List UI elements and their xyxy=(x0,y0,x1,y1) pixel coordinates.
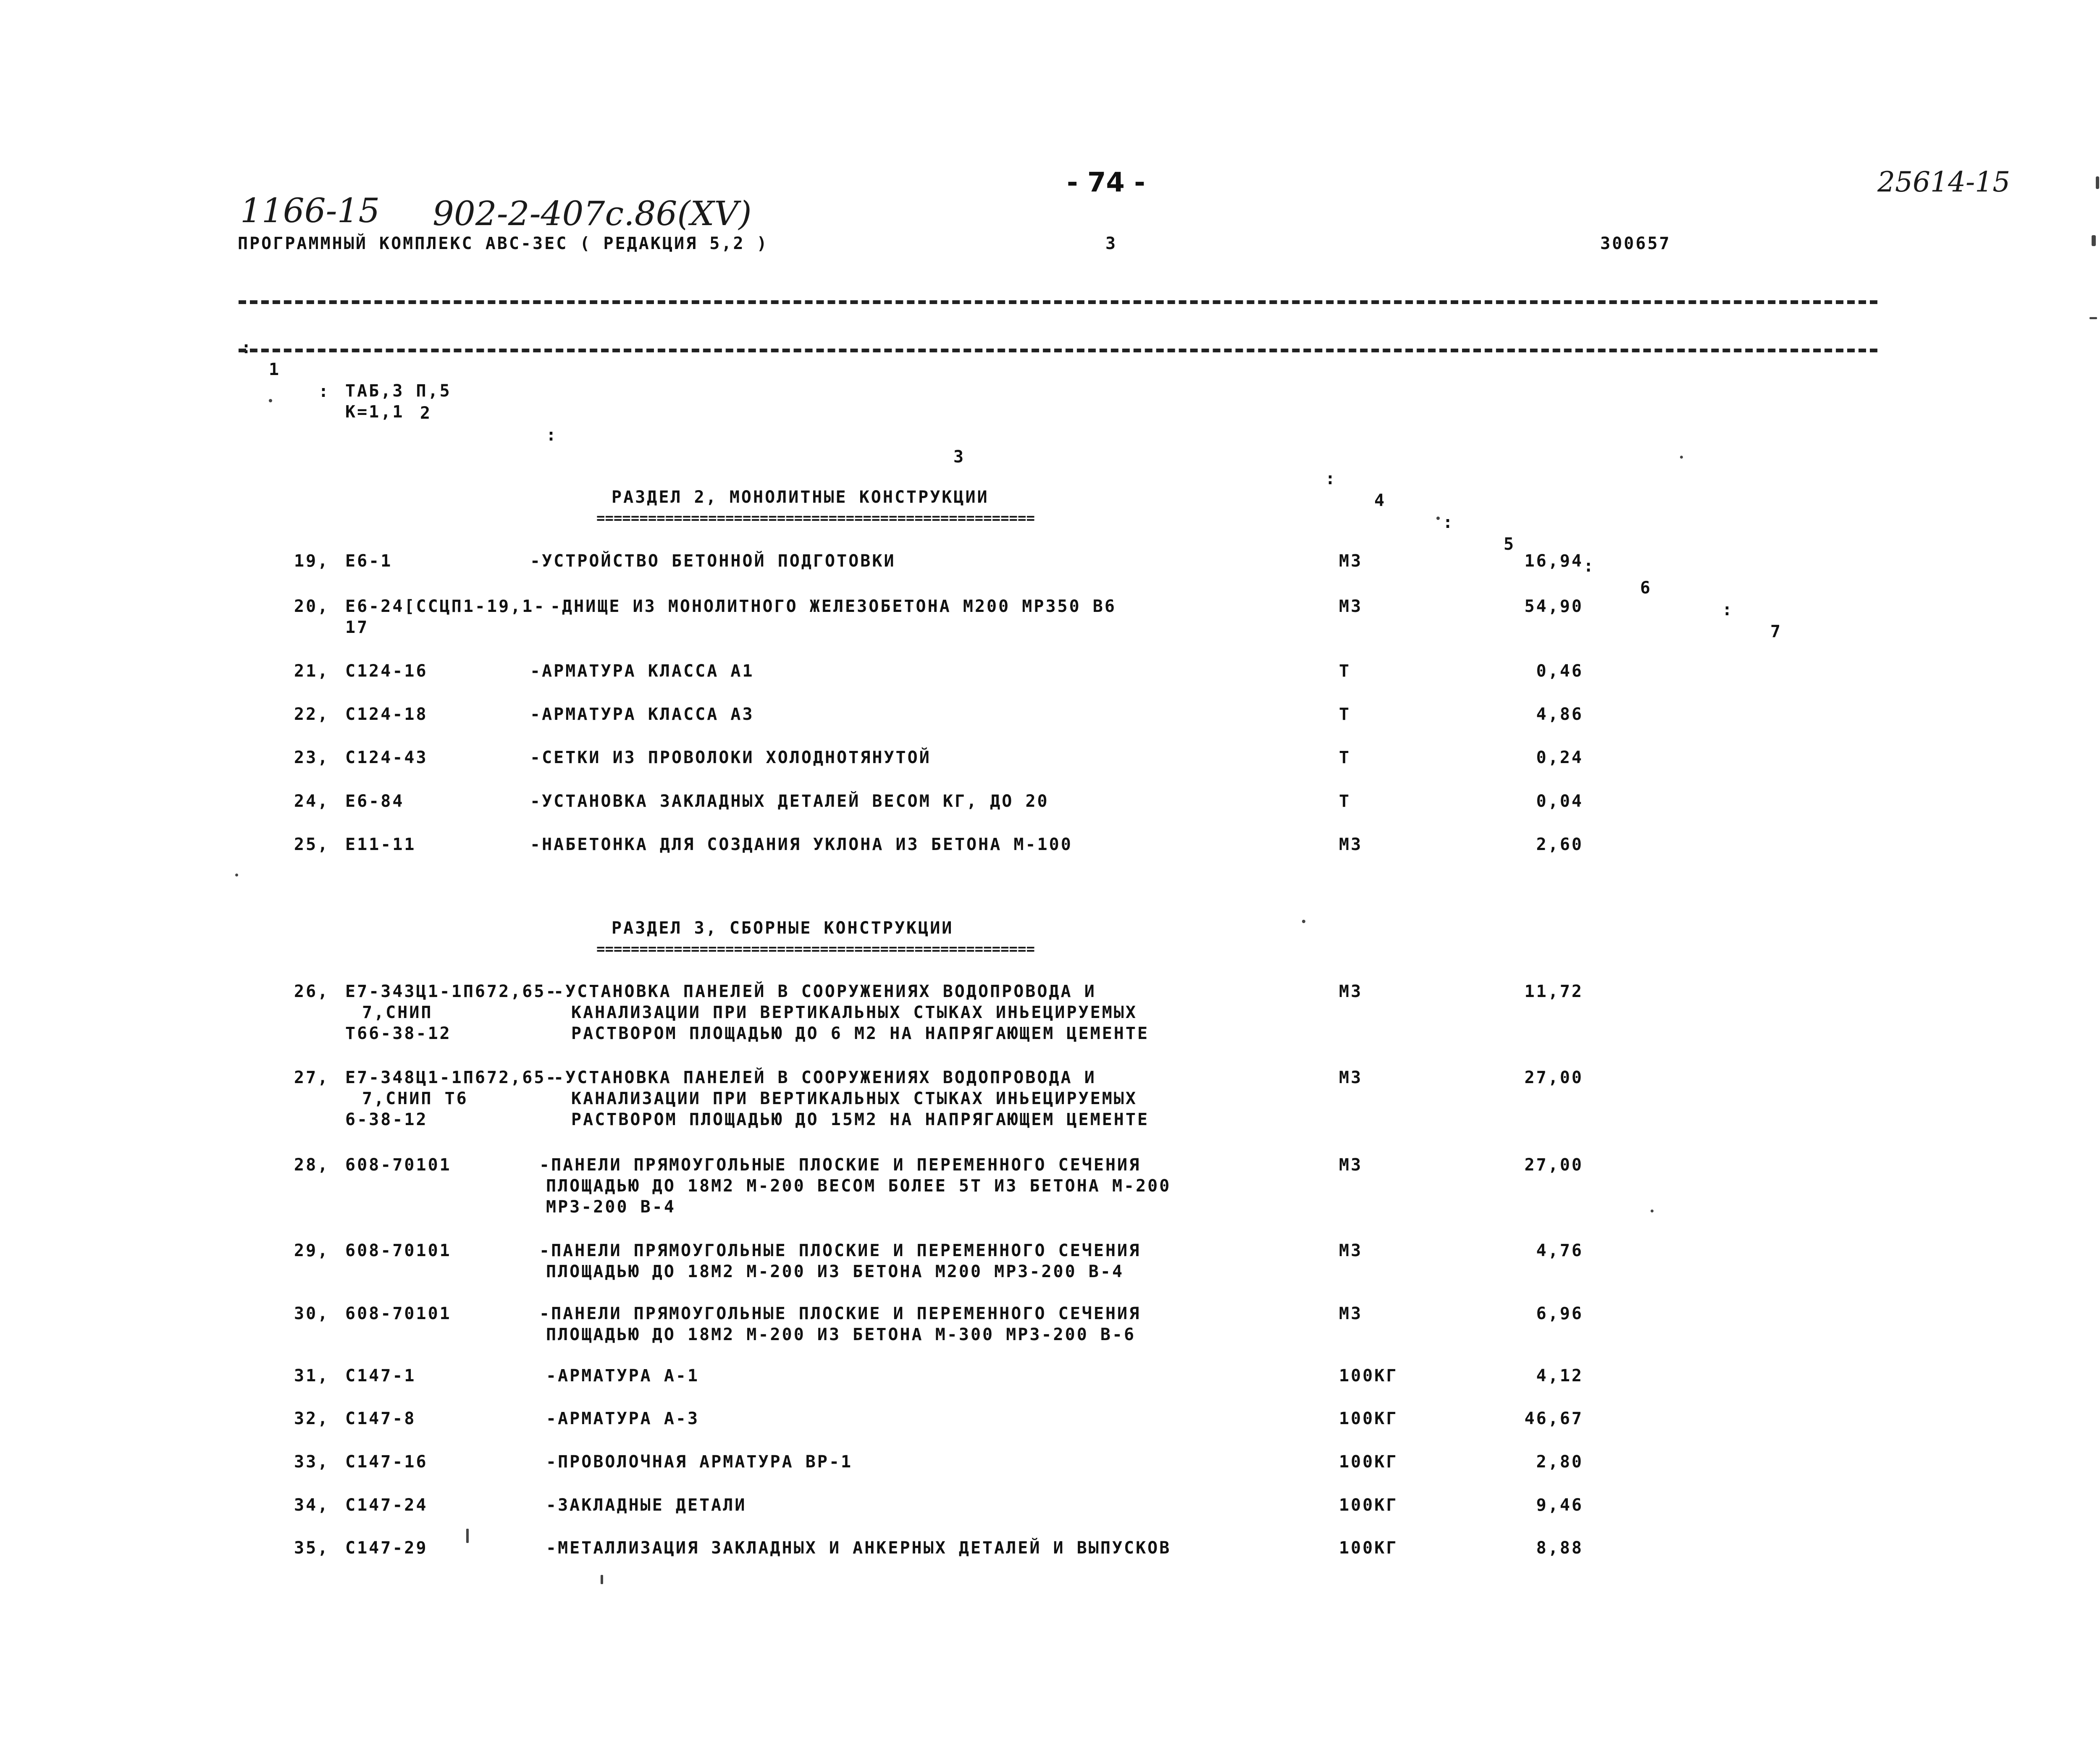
table-row xyxy=(0,1365,2100,1394)
document-number-handwritten: 25614-15 xyxy=(1877,166,2011,198)
table-row xyxy=(0,1154,2100,1225)
row-code: 608-70101 xyxy=(345,1155,452,1175)
row-unit: 100КГ xyxy=(1339,1538,1398,1558)
row-quantity: 27,00 xyxy=(1524,1068,1583,1087)
section-underline: =================================================== xyxy=(596,941,1035,958)
row-description: -АРМАТУРА А-3 xyxy=(546,1409,700,1428)
row-number: 35, xyxy=(294,1538,330,1558)
scan-speck xyxy=(601,1575,603,1584)
row-description-continued: КАНАЛИЗАЦИИ ПРИ ВЕРТИКАЛЬНЫХ СТЫКАХ ИНЬЕЦИРУЕМЫХ xyxy=(571,1089,1137,1108)
row-description: -УСТАНОВКА ЗАКЛАДНЫХ ДЕТАЛЕЙ ВЕСОМ КГ, ДО 20 xyxy=(530,792,1049,811)
section-title: РАЗДЕЛ 2, МОНОЛИТНЫЕ КОНСТРУКЦИИ xyxy=(612,488,989,507)
row-quantity: 8,88 xyxy=(1536,1538,1583,1558)
row-code-continued: 6-38-12 xyxy=(345,1110,428,1129)
row-unit: М3 xyxy=(1339,1068,1363,1087)
row-quantity: 46,67 xyxy=(1524,1409,1583,1428)
row-code-continued: 7,СНИП xyxy=(362,1003,433,1022)
table-row xyxy=(0,1494,2100,1524)
row-unit: М3 xyxy=(1339,597,1363,616)
row-description: -ДНИЩЕ ИЗ МОНОЛИТНОГО ЖЕЛЕЗОБЕТОНА М200 МРЗ50 В6 xyxy=(550,597,1116,616)
table-row xyxy=(0,1240,2100,1290)
row-quantity: 0,46 xyxy=(1536,661,1583,681)
row-description: -ЗАКЛАДНЫЕ ДЕТАЛИ xyxy=(546,1496,747,1515)
scan-speck xyxy=(466,1529,469,1543)
row-quantity: 6,96 xyxy=(1536,1304,1583,1323)
row-description: -УСТРОЙСТВО БЕТОННОЙ ПОДГОТОВКИ xyxy=(530,551,896,571)
note-line-1: ТАБ,3 П,5 xyxy=(345,381,452,401)
row-unit: М3 xyxy=(1339,1241,1363,1260)
table-row xyxy=(0,1067,2100,1138)
row-code: С147-16 xyxy=(345,1452,428,1472)
row-unit: 100КГ xyxy=(1339,1366,1398,1385)
section-underline: =================================================== xyxy=(596,510,1035,527)
row-description: -АРМАТУРА КЛАССА А1 xyxy=(530,661,754,681)
row-unit: М3 xyxy=(1339,1155,1363,1175)
row-code: Е11-11 xyxy=(345,835,416,854)
row-number: 20, xyxy=(294,597,330,616)
row-number: 30, xyxy=(294,1304,330,1323)
col-divider-5: : xyxy=(1443,513,1455,532)
col-header-4: 4 xyxy=(1374,491,1386,510)
row-description-continued: РАСТВОРОМ ПЛОЩАДЬЮ ДО 6 М2 НА НАПРЯГАЮЩЕМ ЦЕМЕНТЕ xyxy=(571,1024,1150,1043)
row-description: -ПАНЕЛИ ПРЯМОУГОЛЬНЫЕ ПЛОСКИЕ И ПЕРЕМЕННОГО СЕЧЕНИЯ xyxy=(539,1155,1141,1175)
row-unit: Т xyxy=(1339,705,1351,724)
scan-speck xyxy=(2092,235,2096,246)
col-divider-7: : xyxy=(1722,600,1734,619)
program-title: ПРОГРАММНЫЙ КОМПЛЕКС АВС-ЗЕС ( РЕДАКЦИЯ 5,2 ) xyxy=(238,234,769,253)
scan-speck xyxy=(2096,176,2099,189)
row-unit: Т xyxy=(1339,748,1351,767)
handwritten-project-code: 902-2-407с.86(XV) xyxy=(433,194,752,233)
scan-speck xyxy=(1436,517,1440,520)
table-row xyxy=(0,981,2100,1052)
col-header-6: 6 xyxy=(1640,578,1652,598)
col-header-7: 7 xyxy=(1770,622,1782,641)
note-line-2: К=1,1 xyxy=(345,402,404,422)
row-quantity: 11,72 xyxy=(1524,982,1583,1001)
row-code: 608-70101 xyxy=(345,1241,452,1260)
row-code: С124-18 xyxy=(345,705,428,724)
row-unit: М3 xyxy=(1339,835,1363,854)
row-description: -НАБЕТОНКА ДЛЯ СОЗДАНИЯ УКЛОНА ИЗ БЕТОНА М-100 xyxy=(530,835,1073,854)
row-number: 32, xyxy=(294,1409,330,1428)
row-number: 33, xyxy=(294,1452,330,1472)
row-code: Е7-34ЗЦ1-1П672,65- xyxy=(345,982,558,1001)
row-quantity: 0,04 xyxy=(1536,792,1583,811)
document-code: 300657 xyxy=(1600,234,1671,253)
row-number: 21, xyxy=(294,661,330,681)
row-description: -АРМАТУРА А-1 xyxy=(546,1366,700,1385)
table-row xyxy=(0,1537,2100,1566)
row-description: -УСТАНОВКА ПАНЕЛЕЙ В СООРУЖЕНИЯХ ВОДОПРОВОДА И xyxy=(554,1068,1096,1087)
row-quantity: 4,76 xyxy=(1536,1241,1583,1260)
row-code: Е7-348Ц1-1П672,65- xyxy=(345,1068,558,1087)
row-number: 25, xyxy=(294,835,330,854)
row-code: С147-24 xyxy=(345,1496,428,1515)
row-code-continued: 7,СНИП Т6 xyxy=(362,1089,468,1108)
row-unit: 100КГ xyxy=(1339,1452,1398,1472)
row-description: -УСТАНОВКА ПАНЕЛЕЙ В СООРУЖЕНИЯХ ВОДОПРОВОДА И xyxy=(554,982,1096,1001)
row-code: С124-16 xyxy=(345,661,428,681)
row-code-continued: Т66-38-12 xyxy=(345,1024,452,1043)
col-divider-6: : xyxy=(1583,556,1596,576)
row-code: Е6-84 xyxy=(345,792,404,811)
scan-speck xyxy=(235,874,238,876)
row-description-continued: МРЗ-200 В-4 xyxy=(546,1197,676,1217)
row-code: 608-70101 xyxy=(345,1304,452,1323)
handwritten-index: 1166-15 xyxy=(240,191,380,230)
row-quantity: 4,12 xyxy=(1536,1366,1583,1385)
row-description: -АРМАТУРА КЛАССА А3 xyxy=(530,705,754,724)
scan-speck xyxy=(2090,317,2097,319)
row-number: 28, xyxy=(294,1155,330,1175)
table-row xyxy=(0,1408,2100,1437)
row-quantity: 27,00 xyxy=(1524,1155,1583,1175)
row-code: Е6-24[ССЦП1-19,1- xyxy=(345,597,546,616)
row-number: 29, xyxy=(294,1241,330,1260)
row-code: С147-8 xyxy=(345,1409,416,1428)
scan-speck xyxy=(1651,1210,1654,1212)
row-description: -ПАНЕЛИ ПРЯМОУГОЛЬНЫЕ ПЛОСКИЕ И ПЕРЕМЕННОГО СЕЧЕНИЯ xyxy=(539,1241,1141,1260)
section-title: РАЗДЕЛ 3, СБОРНЫЕ КОНСТРУКЦИИ xyxy=(612,918,954,938)
row-unit: Т xyxy=(1339,661,1351,681)
scan-speck xyxy=(1302,920,1305,923)
row-description-continued: КАНАЛИЗАЦИИ ПРИ ВЕРТИКАЛЬНЫХ СТЫКАХ ИНЬЕЦИРУЕМЫХ xyxy=(571,1003,1137,1022)
row-number: 34, xyxy=(294,1496,330,1515)
col-header-2: 2 xyxy=(420,404,432,423)
col-divider-2: : xyxy=(318,382,331,401)
row-quantity: 2,80 xyxy=(1536,1452,1583,1472)
row-quantity: 9,46 xyxy=(1536,1496,1583,1515)
col-header-5: 5 xyxy=(1504,535,1516,554)
row-description-continued: ПЛОЩАДЬЮ ДО 18М2 М-200 ИЗ БЕТОНА М-300 МРЗ-200 В-6 xyxy=(546,1325,1136,1344)
row-unit: Т xyxy=(1339,792,1351,811)
row-description: -ПАНЕЛИ ПРЯМОУГОЛЬНЫЕ ПЛОСКИЕ И ПЕРЕМЕННОГО СЕЧЕНИЯ xyxy=(539,1304,1141,1323)
scan-speck xyxy=(269,399,272,402)
row-quantity: 2,60 xyxy=(1536,835,1583,854)
row-code: С147-1 xyxy=(345,1366,416,1385)
col-divider-1: : xyxy=(241,338,253,357)
row-number: 31, xyxy=(294,1366,330,1385)
row-description-continued: ПЛОЩАДЬЮ ДО 18М2 М-200 ВЕСОМ БОЛЕЕ 5Т ИЗ БЕТОНА М-200 xyxy=(546,1176,1171,1196)
row-number: 19, xyxy=(294,551,330,571)
row-number: 23, xyxy=(294,748,330,767)
row-description: -ПРОВОЛОЧНАЯ АРМАТУРА ВР-1 xyxy=(546,1452,853,1472)
row-code: Е6-1 xyxy=(345,551,393,571)
scan-speck xyxy=(1680,456,1683,459)
col-header-3: 3 xyxy=(953,447,966,467)
row-description: -МЕТАЛЛИЗАЦИЯ ЗАКЛАДНЫХ И АНКЕРНЫХ ДЕТАЛЕЙ И ВЫПУСКОВ xyxy=(546,1538,1171,1558)
row-description-continued: РАСТВОРОМ ПЛОЩАДЬЮ ДО 15М2 НА НАПРЯГАЮЩЕМ ЦЕМЕНТЕ xyxy=(571,1110,1150,1129)
row-unit: М3 xyxy=(1339,1304,1363,1323)
row-code: С147-29 xyxy=(345,1538,428,1558)
row-number: 24, xyxy=(294,792,330,811)
col-divider-4: : xyxy=(1325,469,1337,488)
row-code: С124-43 xyxy=(345,748,428,767)
row-unit: 100КГ xyxy=(1339,1496,1398,1515)
row-description: -СЕТКИ ИЗ ПРОВОЛОКИ ХОЛОДНОТЯНУТОЙ xyxy=(530,748,931,767)
page-number: - 74 - xyxy=(1067,167,1145,198)
table-row xyxy=(0,1303,2100,1353)
row-description-continued: ПЛОЩАДЬЮ ДО 18М2 М-200 ИЗ БЕТОНА М200 МРЗ-200 В-4 xyxy=(546,1262,1124,1281)
row-unit: М3 xyxy=(1339,551,1363,571)
row-quantity: 16,94 xyxy=(1524,551,1583,571)
program-page-number: 3 xyxy=(1105,234,1118,253)
table-row xyxy=(0,834,2100,905)
header-bottom-rule xyxy=(239,349,1877,352)
row-quantity: 0,24 xyxy=(1536,748,1583,767)
row-unit: М3 xyxy=(1339,982,1363,1001)
header-top-rule xyxy=(239,300,1877,304)
col-divider-3: : xyxy=(546,425,558,445)
table-row xyxy=(0,1451,2100,1480)
row-unit: 100КГ xyxy=(1339,1409,1398,1428)
table-row xyxy=(0,596,2100,667)
row-number: 22, xyxy=(294,705,330,724)
row-number: 26, xyxy=(294,982,330,1001)
row-quantity: 54,90 xyxy=(1524,597,1583,616)
col-header-1: 1 xyxy=(269,360,281,379)
row-number: 27, xyxy=(294,1068,330,1087)
row-code-continued: 17 xyxy=(345,618,369,637)
row-quantity: 4,86 xyxy=(1536,705,1583,724)
